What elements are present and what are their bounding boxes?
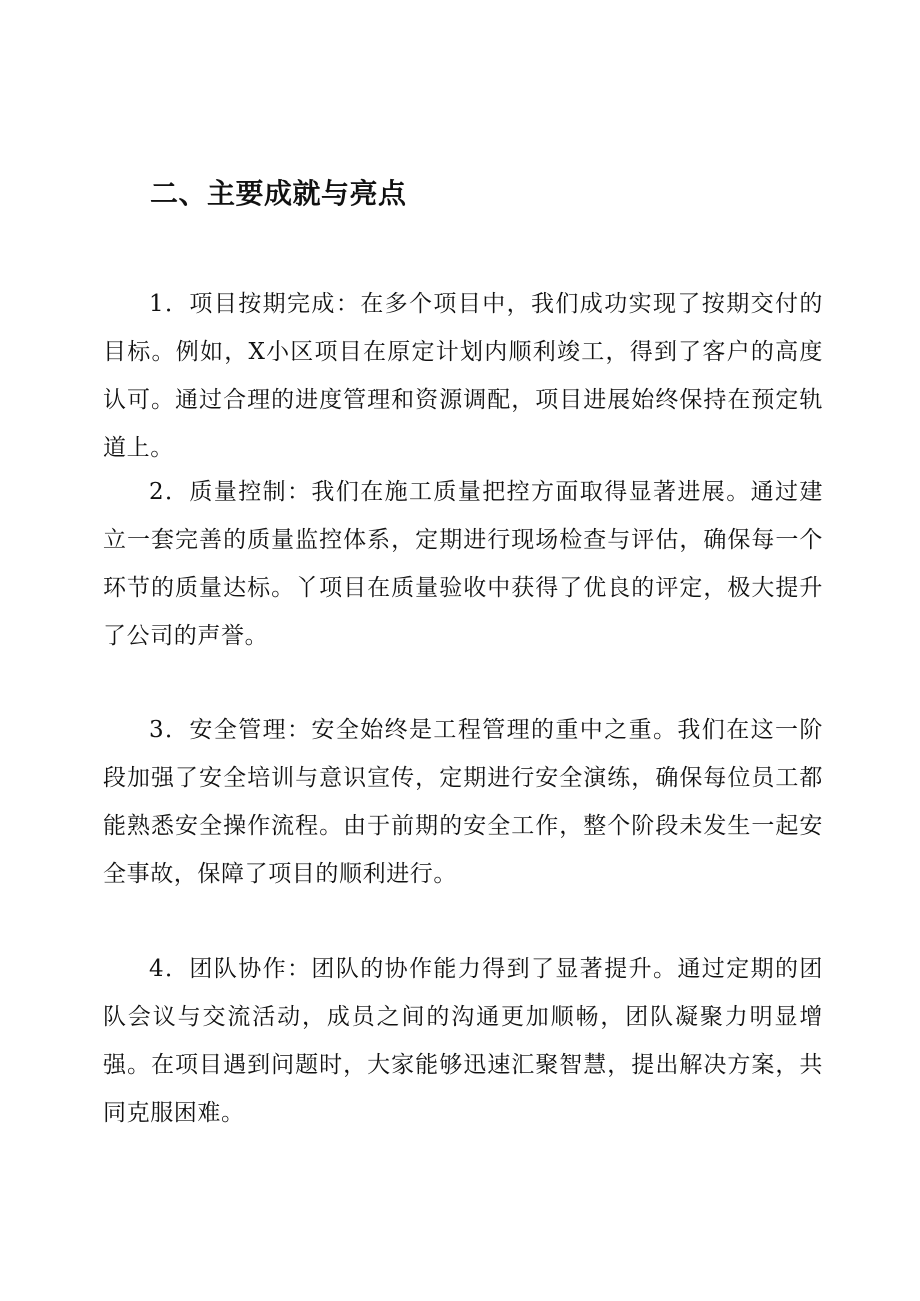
- paragraph-team-collaboration: 4．团队协作：团队的协作能力得到了显著提升。通过定期的团队会议与交流活动，成员之间的沟通更加顺畅，团队凝聚力明显增强。在项目遇到问题时，大家能够迅速汇聚智慧，提出解决方案，共同克服困难。: [103, 956, 823, 1126]
- section-heading: 二、主要成就与亮点: [150, 177, 407, 210]
- paragraph-quality-control: 2．质量控制：我们在施工质量把控方面取得显著进展。通过建立一套完善的质量监控体系，定期进行现场检查与评估，确保每一个环节的质量达标。丫项目在质量验收中获得了优良的评定，极大提升了公司的声誉。: [103, 479, 823, 649]
- paragraph-safety-management: 3．安全管理：安全始终是工程管理的重中之重。我们在这一阶段加强了安全培训与意识宣传，定期进行安全演练，确保每位员工都能熟悉安全操作流程。由于前期的安全工作，整个阶段未发生一起安全事故，保障了项目的顺利进行。: [103, 717, 823, 887]
- paragraph-schedule-completion: 1．项目按期完成：在多个项目中，我们成功实现了按期交付的目标。例如，X小区项目在原定计划内顺利竣工，得到了客户的高度认可。通过合理的进度管理和资源调配，项目进展始终保持在预定轨道上。: [103, 291, 823, 461]
